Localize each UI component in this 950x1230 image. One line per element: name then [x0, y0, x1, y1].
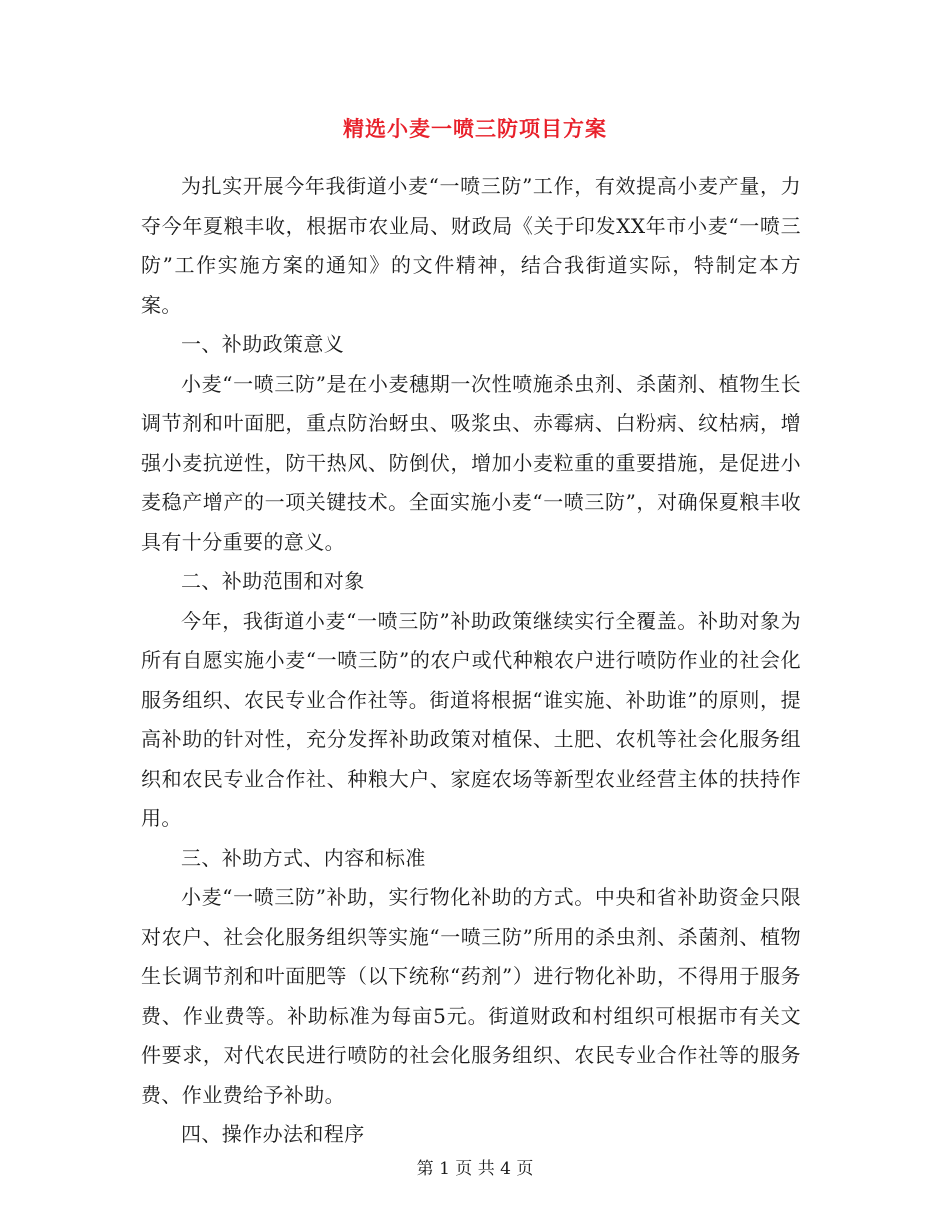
- paragraph-intro: 为扎实开展今年我街道小麦“一喷三防”工作，有效提高小麦产量，力夺今年夏粮丰收，根据市农业局、财政局《关于印发XX年市小麦“一喷三防”工作实施方案的通知》的文件精神，结合我街道实际，特制定本方案。: [141, 174, 801, 317]
- paragraph-section-2: 今年，我街道小麦“一喷三防”补助政策继续实行全覆盖。补助对象为所有自愿实施小麦“一喷三防”的农户或代种粮农户进行喷防作业的社会化服务组织、农民专业合作社等。街道将根据“谁实施、补助谁”的原则，提高补助的针对性，充分发挥补助政策对植保、土肥、农机等社会化服务组织和农民专业合作社、种粮大户、家庭农场等新型农业经营主体的扶持作用。: [141, 608, 801, 830]
- section-heading-1: 一、补助政策意义: [181, 332, 345, 356]
- page-footer: 第 1 页 共 4 页: [416, 1159, 534, 1179]
- document-title: 精选小麦一喷三防项目方案: [343, 116, 607, 141]
- section-heading-2: 二、补助范围和对象: [181, 569, 365, 593]
- section-heading-3: 三、补助方式、内容和标准: [181, 845, 426, 870]
- paragraph-section-3: 小麦“一喷三防”补助，实行物化补助的方式。中央和省补助资金只限对农户、社会化服务组织等实施“一喷三防”所用的杀虫剂、杀菌剂、植物生长调节剂和叶面肥等（以下统称“药剂”）进行物化补助，不得用于服务费、作业费等。补助标准为每亩5元。街道财政和村组织可根据市有关文件要求，对代农民进行喷防的社会化服务组织、农民专业合作社等的服务费、作业费给予补助。: [141, 885, 801, 1107]
- section-heading-4: 四、操作办法和程序: [181, 1122, 365, 1146]
- document-body: [141, 167, 801, 1155]
- paragraph-section-1: 小麦“一喷三防”是在小麦穗期一次性喷施杀虫剂、杀菌剂、植物生长调节剂和叶面肥，重点防治蚜虫、吸浆虫、赤霉病、白粉病、纹枯病，增强小麦抗逆性，防干热风、防倒伏，增加小麦粒重的重要措施，是促进小麦稳产增产的一项关键技术。全面实施小麦“一喷三防”，对确保夏粮丰收具有十分重要的意义。: [141, 371, 801, 554]
